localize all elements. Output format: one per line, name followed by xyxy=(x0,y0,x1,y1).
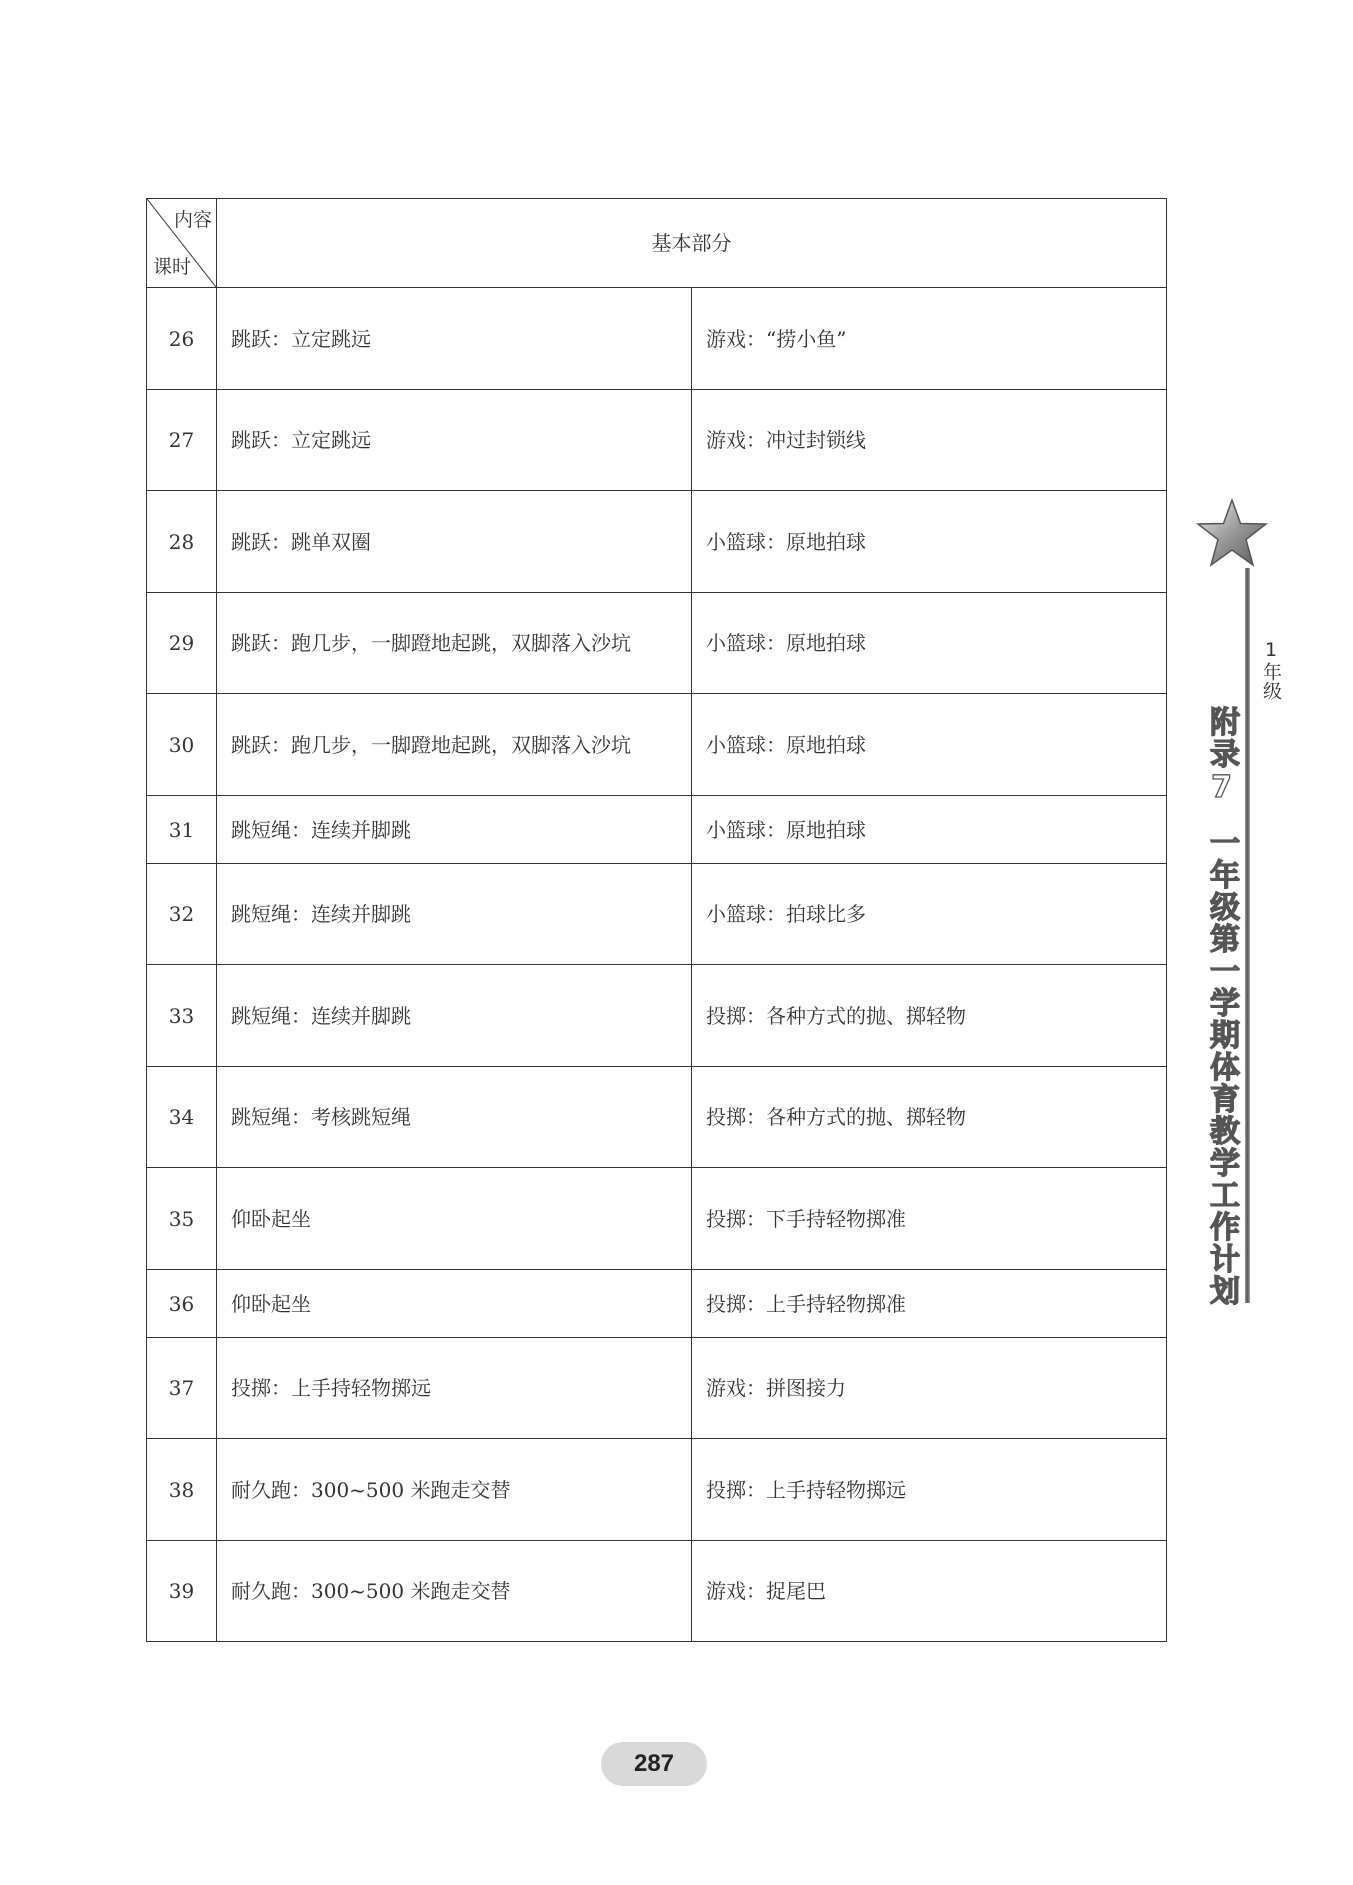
page-number: 287 xyxy=(633,1750,675,1777)
content-left: 跳短绳：考核跳短绳 xyxy=(217,1067,692,1168)
content-left: 跳短绳：连续并脚跳 xyxy=(217,965,692,1067)
star-icon xyxy=(1195,498,1269,570)
table-row xyxy=(147,593,1167,694)
table-row xyxy=(147,1067,1167,1168)
lesson-number: 31 xyxy=(147,796,217,864)
content-right: 小篮球：原地拍球 xyxy=(692,593,1167,694)
plan-title: 一年级第一学期体育教学工作计划 xyxy=(1204,827,1239,1307)
corner-lesson-label: 课时 xyxy=(153,256,192,278)
content-left: 跳跃：跳单双圈 xyxy=(217,491,692,593)
lesson-number: 30 xyxy=(147,694,217,796)
lesson-number: 39 xyxy=(147,1541,217,1642)
content-right: 小篮球：原地拍球 xyxy=(692,694,1167,796)
table-row xyxy=(147,1439,1167,1541)
table-row xyxy=(147,1168,1167,1270)
content-left: 投掷：上手持轻物掷远 xyxy=(217,1338,692,1439)
table-row xyxy=(147,491,1167,593)
content-right: 投掷：上手持轻物掷远 xyxy=(692,1439,1167,1541)
lesson-number: 26 xyxy=(147,288,217,390)
lesson-number: 29 xyxy=(147,593,217,694)
content-right: 小篮球：拍球比多 xyxy=(692,864,1167,965)
content-right: 投掷：各种方式的抛、掷轻物 xyxy=(692,965,1167,1067)
page-number-badge xyxy=(601,1742,707,1786)
table-row xyxy=(147,1270,1167,1338)
content-left: 跳短绳：连续并脚跳 xyxy=(217,796,692,864)
grade-unit: 年级 xyxy=(1260,662,1282,700)
table-row xyxy=(147,796,1167,864)
content-right: 小篮球：原地拍球 xyxy=(692,796,1167,864)
schedule-table xyxy=(146,198,1167,1642)
side-bar xyxy=(1245,568,1250,1303)
header-corner-cell xyxy=(147,199,217,288)
content-right: 投掷：各种方式的抛、掷轻物 xyxy=(692,1067,1167,1168)
table-row xyxy=(147,1541,1167,1642)
grade-label xyxy=(1253,638,1289,700)
lesson-number: 35 xyxy=(147,1168,217,1270)
content-left: 耐久跑：300~500 米跑走交替 xyxy=(217,1439,692,1541)
table-header-row xyxy=(147,199,1167,288)
content-left: 跳跃：跑几步，一脚蹬地起跳，双脚落入沙坑 xyxy=(217,593,692,694)
lesson-number: 37 xyxy=(147,1338,217,1439)
content-right: 游戏：冲过封锁线 xyxy=(692,390,1167,491)
content-right: 游戏：捉尾巴 xyxy=(692,1541,1167,1642)
table-row xyxy=(147,1338,1167,1439)
content-left: 耐久跑：300~500 米跑走交替 xyxy=(217,1541,692,1642)
side-decoration xyxy=(1195,498,1305,1318)
table-row xyxy=(147,694,1167,796)
grade-number: 1 xyxy=(1264,639,1278,661)
table-row xyxy=(147,864,1167,965)
lesson-number: 33 xyxy=(147,965,217,1067)
content-right: 投掷：上手持轻物掷准 xyxy=(692,1270,1167,1338)
table-row xyxy=(147,390,1167,491)
content-left: 仰卧起坐 xyxy=(217,1270,692,1338)
content-left: 跳跃：跑几步，一脚蹬地起跳，双脚落入沙坑 xyxy=(217,694,692,796)
content-left: 跳跃：立定跳远 xyxy=(217,288,692,390)
lesson-number: 32 xyxy=(147,864,217,965)
appendix-label: 附录7 xyxy=(1204,706,1239,807)
lesson-number: 38 xyxy=(147,1439,217,1541)
corner-content-label: 内容 xyxy=(173,209,212,231)
table-row xyxy=(147,965,1167,1067)
lesson-number: 28 xyxy=(147,491,217,593)
side-title xyxy=(1199,706,1243,1307)
content-left: 跳跃：立定跳远 xyxy=(217,390,692,491)
lesson-number: 36 xyxy=(147,1270,217,1338)
table-row xyxy=(147,288,1167,390)
content-left: 跳短绳：连续并脚跳 xyxy=(217,864,692,965)
basic-part-header: 基本部分 xyxy=(217,199,1167,288)
content-right: 小篮球：原地拍球 xyxy=(692,491,1167,593)
lesson-number: 27 xyxy=(147,390,217,491)
lesson-number: 34 xyxy=(147,1067,217,1168)
content-right: 游戏：拼图接力 xyxy=(692,1338,1167,1439)
content-right: 游戏：“捞小鱼” xyxy=(692,288,1167,390)
content-left: 仰卧起坐 xyxy=(217,1168,692,1270)
content-right: 投掷：下手持轻物掷准 xyxy=(692,1168,1167,1270)
